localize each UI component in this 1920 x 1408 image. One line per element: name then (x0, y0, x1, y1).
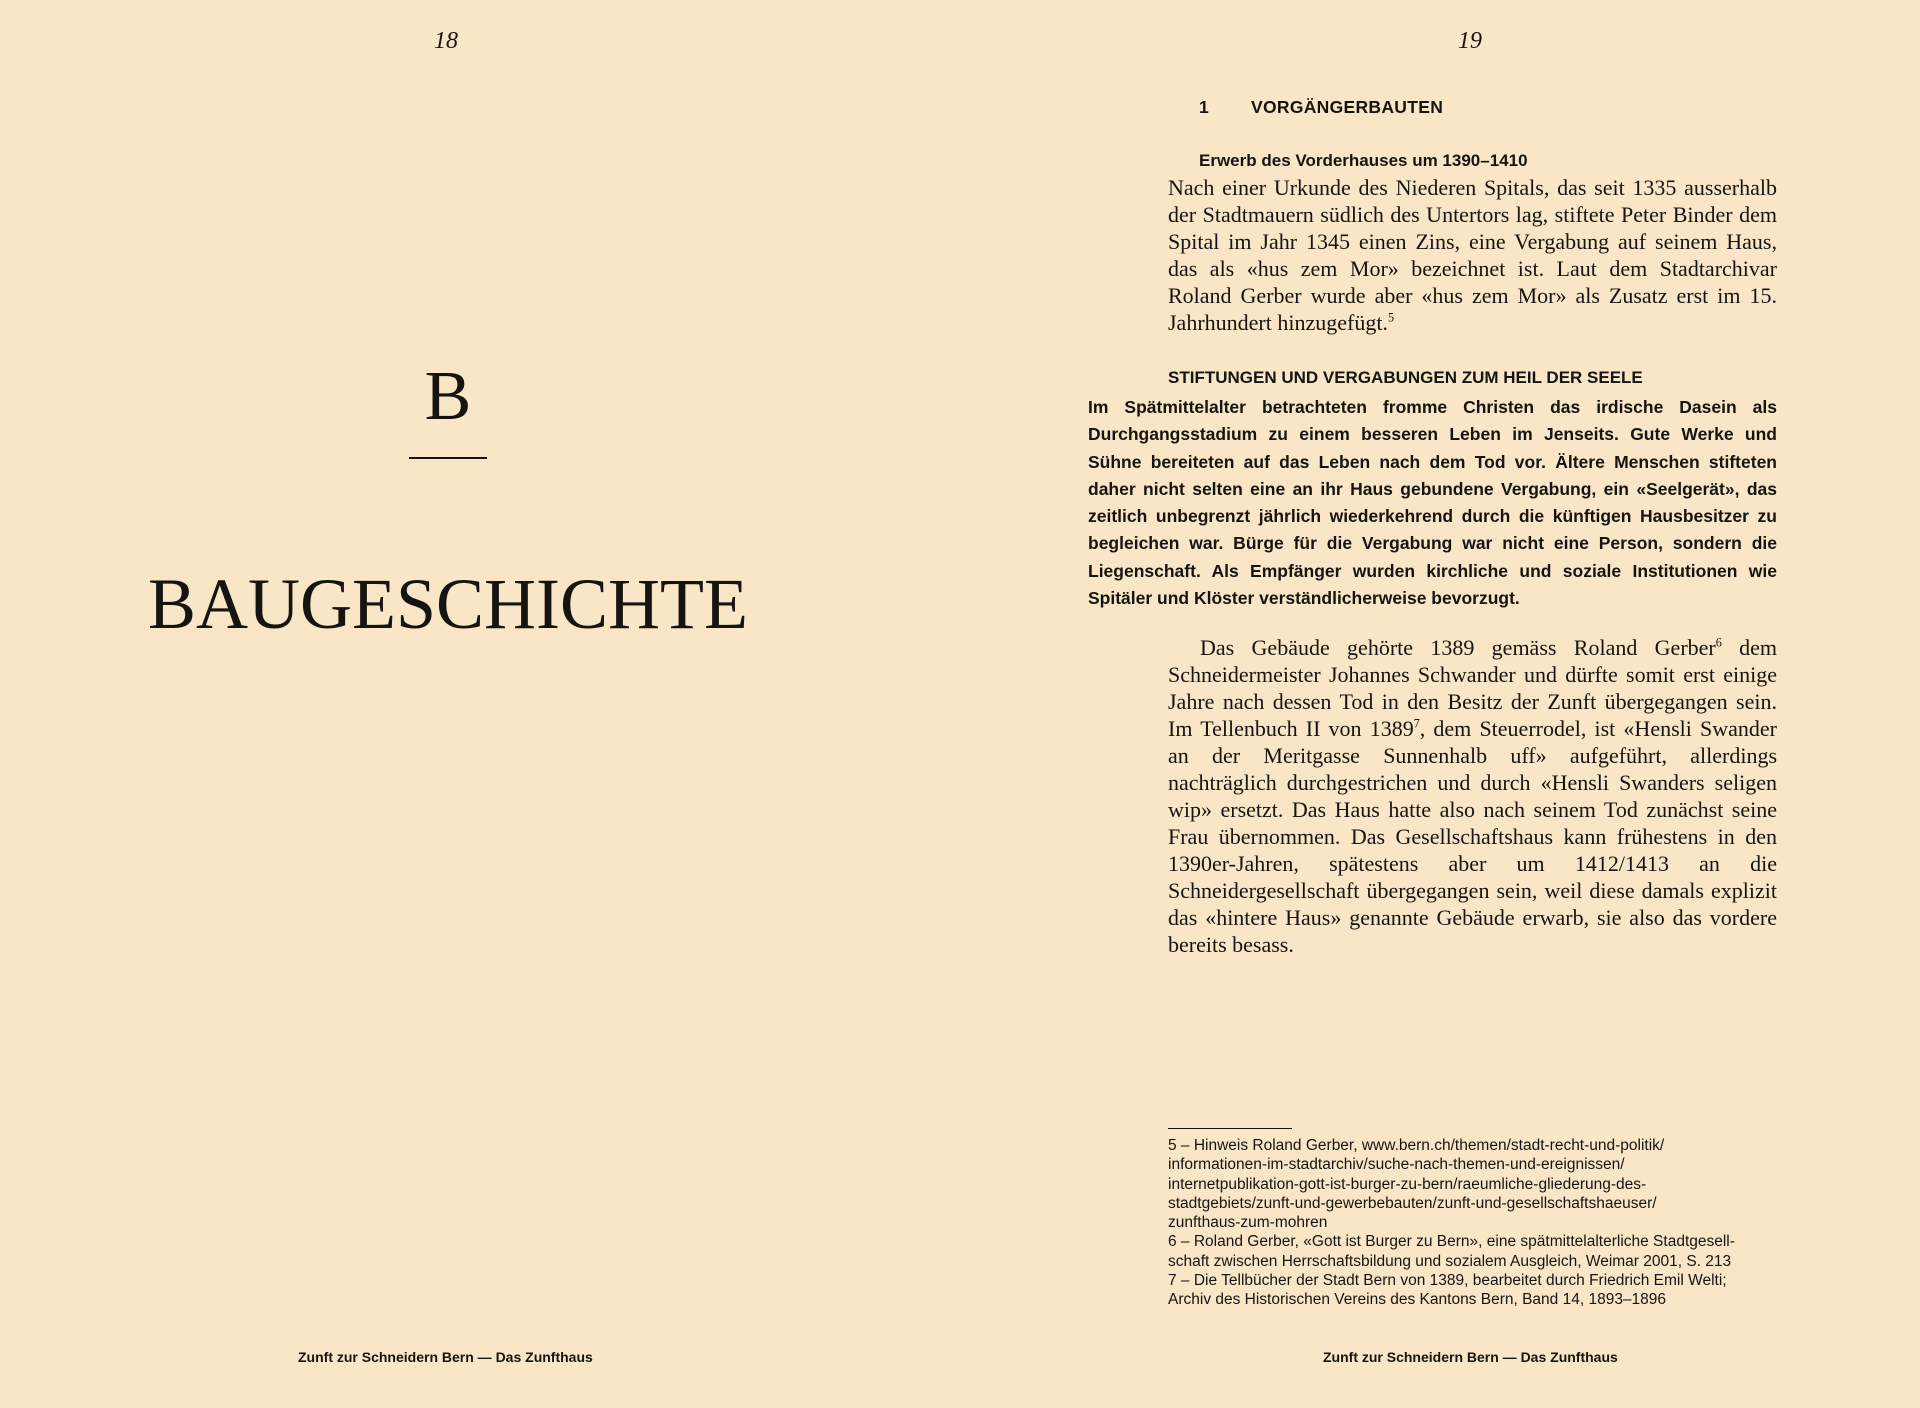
paragraph-text: Nach einer Urkunde des Niederen Spitals, das seit 1335 ausserhalb der Stadtmauern südlich des Untertors lag, stiftete Peter Binder dem Spital im Jahr 1345 einen Zins, eine Vergabung auf seinem Haus, das als «hus zem Mor» bezeichnet ist. Laut dem Stadtarchivar Roland Gerber wurde aber «hus zem Mor» als Zusatz erst im 15. Jahrhundert hinzugefügt. (1168, 175, 1777, 335)
footnote-line: 6 – Roland Gerber, «Gott ist Burger zu Bern», eine spätmittelalterliche Stadtgesell- (1168, 1233, 1735, 1251)
paragraph-text: Das Gebäude gehörte 1389 gemäss Roland Gerber (1200, 635, 1716, 660)
footnote-line: Archiv des Historischen Vereins des Kantons Bern, Band 14, 1893–1896 (1168, 1291, 1667, 1309)
footnote-line: informationen-im-stadtarchiv/suche-nach-themen-und-ereignissen/ (1168, 1156, 1625, 1174)
footnote-ref: 7 (1413, 716, 1420, 731)
chapter-title: BAUGESCHICHTE (147, 564, 748, 644)
footnote-ref: 6 (1715, 635, 1722, 650)
footnote-line: schaft zwischen Herrschaftsbildung und sozialem Ausgleich, Weimar 2001, S. 213 (1168, 1252, 1732, 1270)
body-paragraph-1 (1168, 174, 1777, 336)
paragraph-text: dem Schneidermeister Johannes Schwander und dürfte somit erst einige Jahre nach dessen Tod in den Besitz der Zunft übergegangen sein. Im Tellenbuch II von 1389 (1168, 635, 1777, 741)
footnotes (1168, 1136, 1808, 1310)
section-letter: B (424, 358, 472, 435)
footer-right: Zunft zur Schneidern Bern — Das Zunfthaus (1323, 1349, 1618, 1365)
subheading: Erwerb des Vorderhauses um 1390–1410 (1199, 151, 1528, 170)
letter-underline (409, 457, 487, 459)
footnote-line: 5 – Hinweis Roland Gerber, www.bern.ch/themen/stadt-recht-und-politik/ (1168, 1137, 1665, 1154)
box-text: Im Spätmittelalter betrachteten fromme Christen das irdische Dasein als Durchgangsstadium zu einem besseren Leben im Jenseits. Gute Werke und Sühne bereiteten auf das Leben nach dem Tod vor. Ältere Menschen stifteten daher nicht selten eine an ihr Haus gebundene Vergabung, ein «Seelgerät», das zeitlich unbegrenzt jährlich wiederkehrend durch die künftigen Hausbesitzer zu begleichen war. Bürge für die Vergabung war nicht eine Person, sondern die Liegenschaft. Als Empfänger wurden kirchliche und soziale Institutionen wie Spitäler und Klöster verständlicherweise bevorzugt. (1088, 397, 1777, 609)
section-number: 1 (1199, 97, 1209, 117)
footnote-rule (1168, 1128, 1292, 1129)
section-title: VORGÄNGERBAUTEN (1251, 97, 1444, 117)
footer-left: Zunft zur Schneidern Bern — Das Zunfthaus (298, 1349, 593, 1365)
footnote-line: 7 – Die Tellbücher der Stadt Bern von 1389, bearbeitet durch Friedrich Emil Welti; (1168, 1272, 1727, 1290)
footnote-line: internetpublikation-gott-ist-burger-zu-bern/raeumliche-gliederung-des- (1168, 1175, 1647, 1193)
box-heading: STIFTUNGEN UND VERGABUNGEN ZUM HEIL DER SEELE (1168, 368, 1643, 387)
page-number-left: 18 (434, 28, 458, 54)
footnote-line: zunfthaus-zum-mohren (1168, 1214, 1328, 1232)
footnote-line: stadtgebiets/zunft-und-gewerbebauten/zunft-und-gesellschaftshaeuser/ (1168, 1194, 1657, 1212)
footnote-ref: 5 (1387, 310, 1394, 325)
body-paragraph-2 (1168, 634, 1777, 958)
paragraph-text: , dem Steuerrodel, ist «Hensli Swander an der Meritgasse Sunnenhalb uff» aufgeführt, allerdings nachträglich durchgestrichen und durch «Hensli Swanders seligen wip» ersetzt. Das Haus hatte also nach seinem Tod zunächst seine Frau übernommen. Das Gesellschaftshaus kann frühestens in den 1390er-Jahren, spätestens aber um 1412/1413 an die Schneidergesellschaft übergegangen sein, weil diese damals explizit das «hintere Haus» genannte Gebäude erwarb, sie also das vordere bereits besass. (1168, 716, 1777, 957)
page-number-right: 19 (1458, 28, 1482, 54)
